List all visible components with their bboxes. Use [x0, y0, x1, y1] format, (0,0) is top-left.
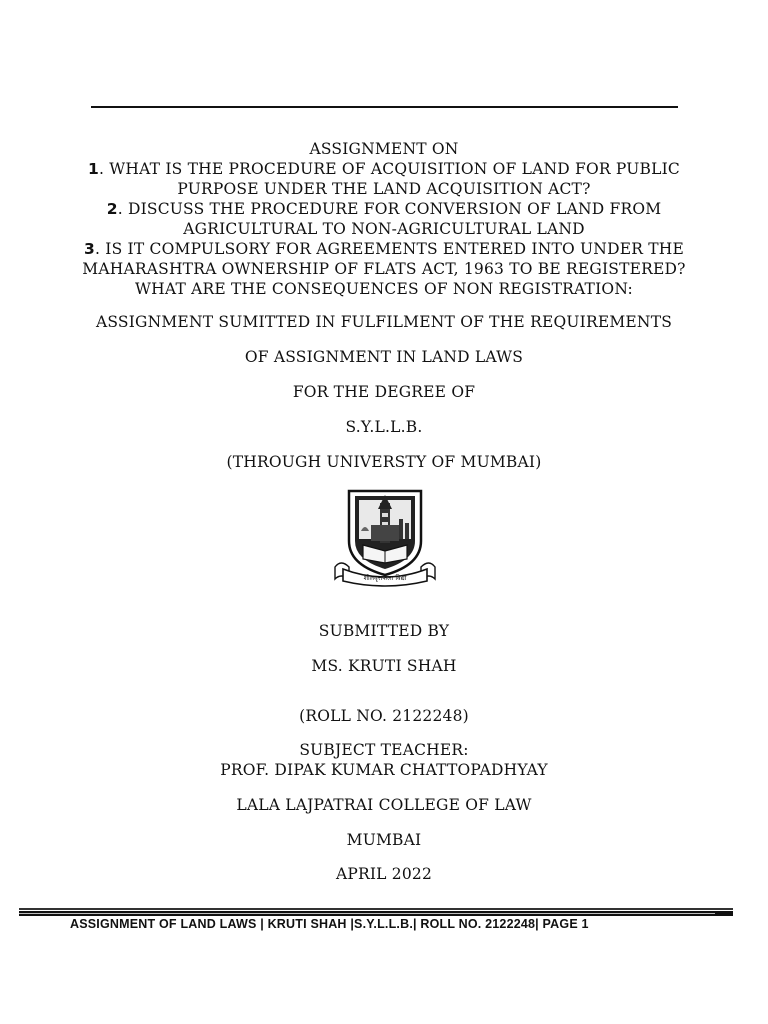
university-name: (THROUGH UNIVERSTY OF MUMBAI) [226, 453, 542, 471]
submission-statement: ASSIGNMENT SUMITTED IN FULFILMENT OF THE REQUIREMENTS [95, 313, 673, 331]
top-rule [91, 106, 678, 108]
roll-number: (ROLL NO. 2122248) [299, 707, 469, 725]
question-3-text: . IS IT COMPULSORY FOR AGREEMENTS ENTERED INTO UNDER THE [95, 240, 684, 258]
question-1-number: 1 [88, 160, 100, 178]
question-3-number: 3 [84, 240, 96, 258]
question-2-text: . DISCUSS THE PROCEDURE FOR CONVERSION OF LAND FROM [117, 200, 662, 218]
question-2-number: 2 [106, 200, 118, 218]
page-footer: ASSIGNMENT OF LAND LAWS | KRUTI SHAH |S.Y.L.L.B.| ROLL NO. 2122248| PAGE 1 [70, 917, 589, 931]
question-2-line-1 [0, 199, 768, 219]
question-1-line-2: PURPOSE UNDER THE LAND ACQUISITION ACT? [177, 180, 591, 198]
submitted-by-label: SUBMITTED BY [318, 622, 450, 640]
submission-date: APRIL 2022 [335, 865, 433, 883]
assignment-heading: ASSIGNMENT ON [309, 140, 459, 158]
footer-rule-highlight [19, 913, 715, 914]
college-name: LALA LAJPATRAI COLLEGE OF LAW [236, 796, 532, 814]
student-name: MS. KRUTI SHAH [311, 657, 457, 675]
seal-motto: शीलवृत्तफला विद्या [363, 574, 407, 582]
assignment-questions [0, 139, 768, 299]
question-1-text: . WHAT IS THE PROCEDURE OF ACQUISITION OF LAND FOR PUBLIC [99, 160, 680, 178]
question-3-line-3: WHAT ARE THE CONSEQUENCES OF NON REGISTRATION: [135, 280, 633, 298]
city-name: MUMBAI [346, 831, 422, 849]
subject-teacher-label: SUBJECT TEACHER: [299, 741, 469, 759]
question-3-line-2: MAHARASHTRA OWNERSHIP OF FLATS ACT, 1963 TO BE REGISTERED? [82, 260, 686, 278]
submission-subject: OF ASSIGNMENT IN LAND LAWS [244, 348, 524, 366]
question-3-line-1 [0, 239, 768, 259]
degree-intro: FOR THE DEGREE OF [292, 383, 476, 401]
footer-rule-thin [19, 908, 733, 910]
subject-teacher-name: PROF. DIPAK KUMAR CHATTOPADHYAY [220, 761, 548, 779]
degree-name: S.Y.L.L.B. [345, 418, 423, 436]
question-1-line-1 [0, 159, 768, 179]
university-seal-logo [331, 487, 439, 587]
question-2-line-2: AGRICULTURAL TO NON-AGRICULTURAL LAND [183, 220, 585, 238]
